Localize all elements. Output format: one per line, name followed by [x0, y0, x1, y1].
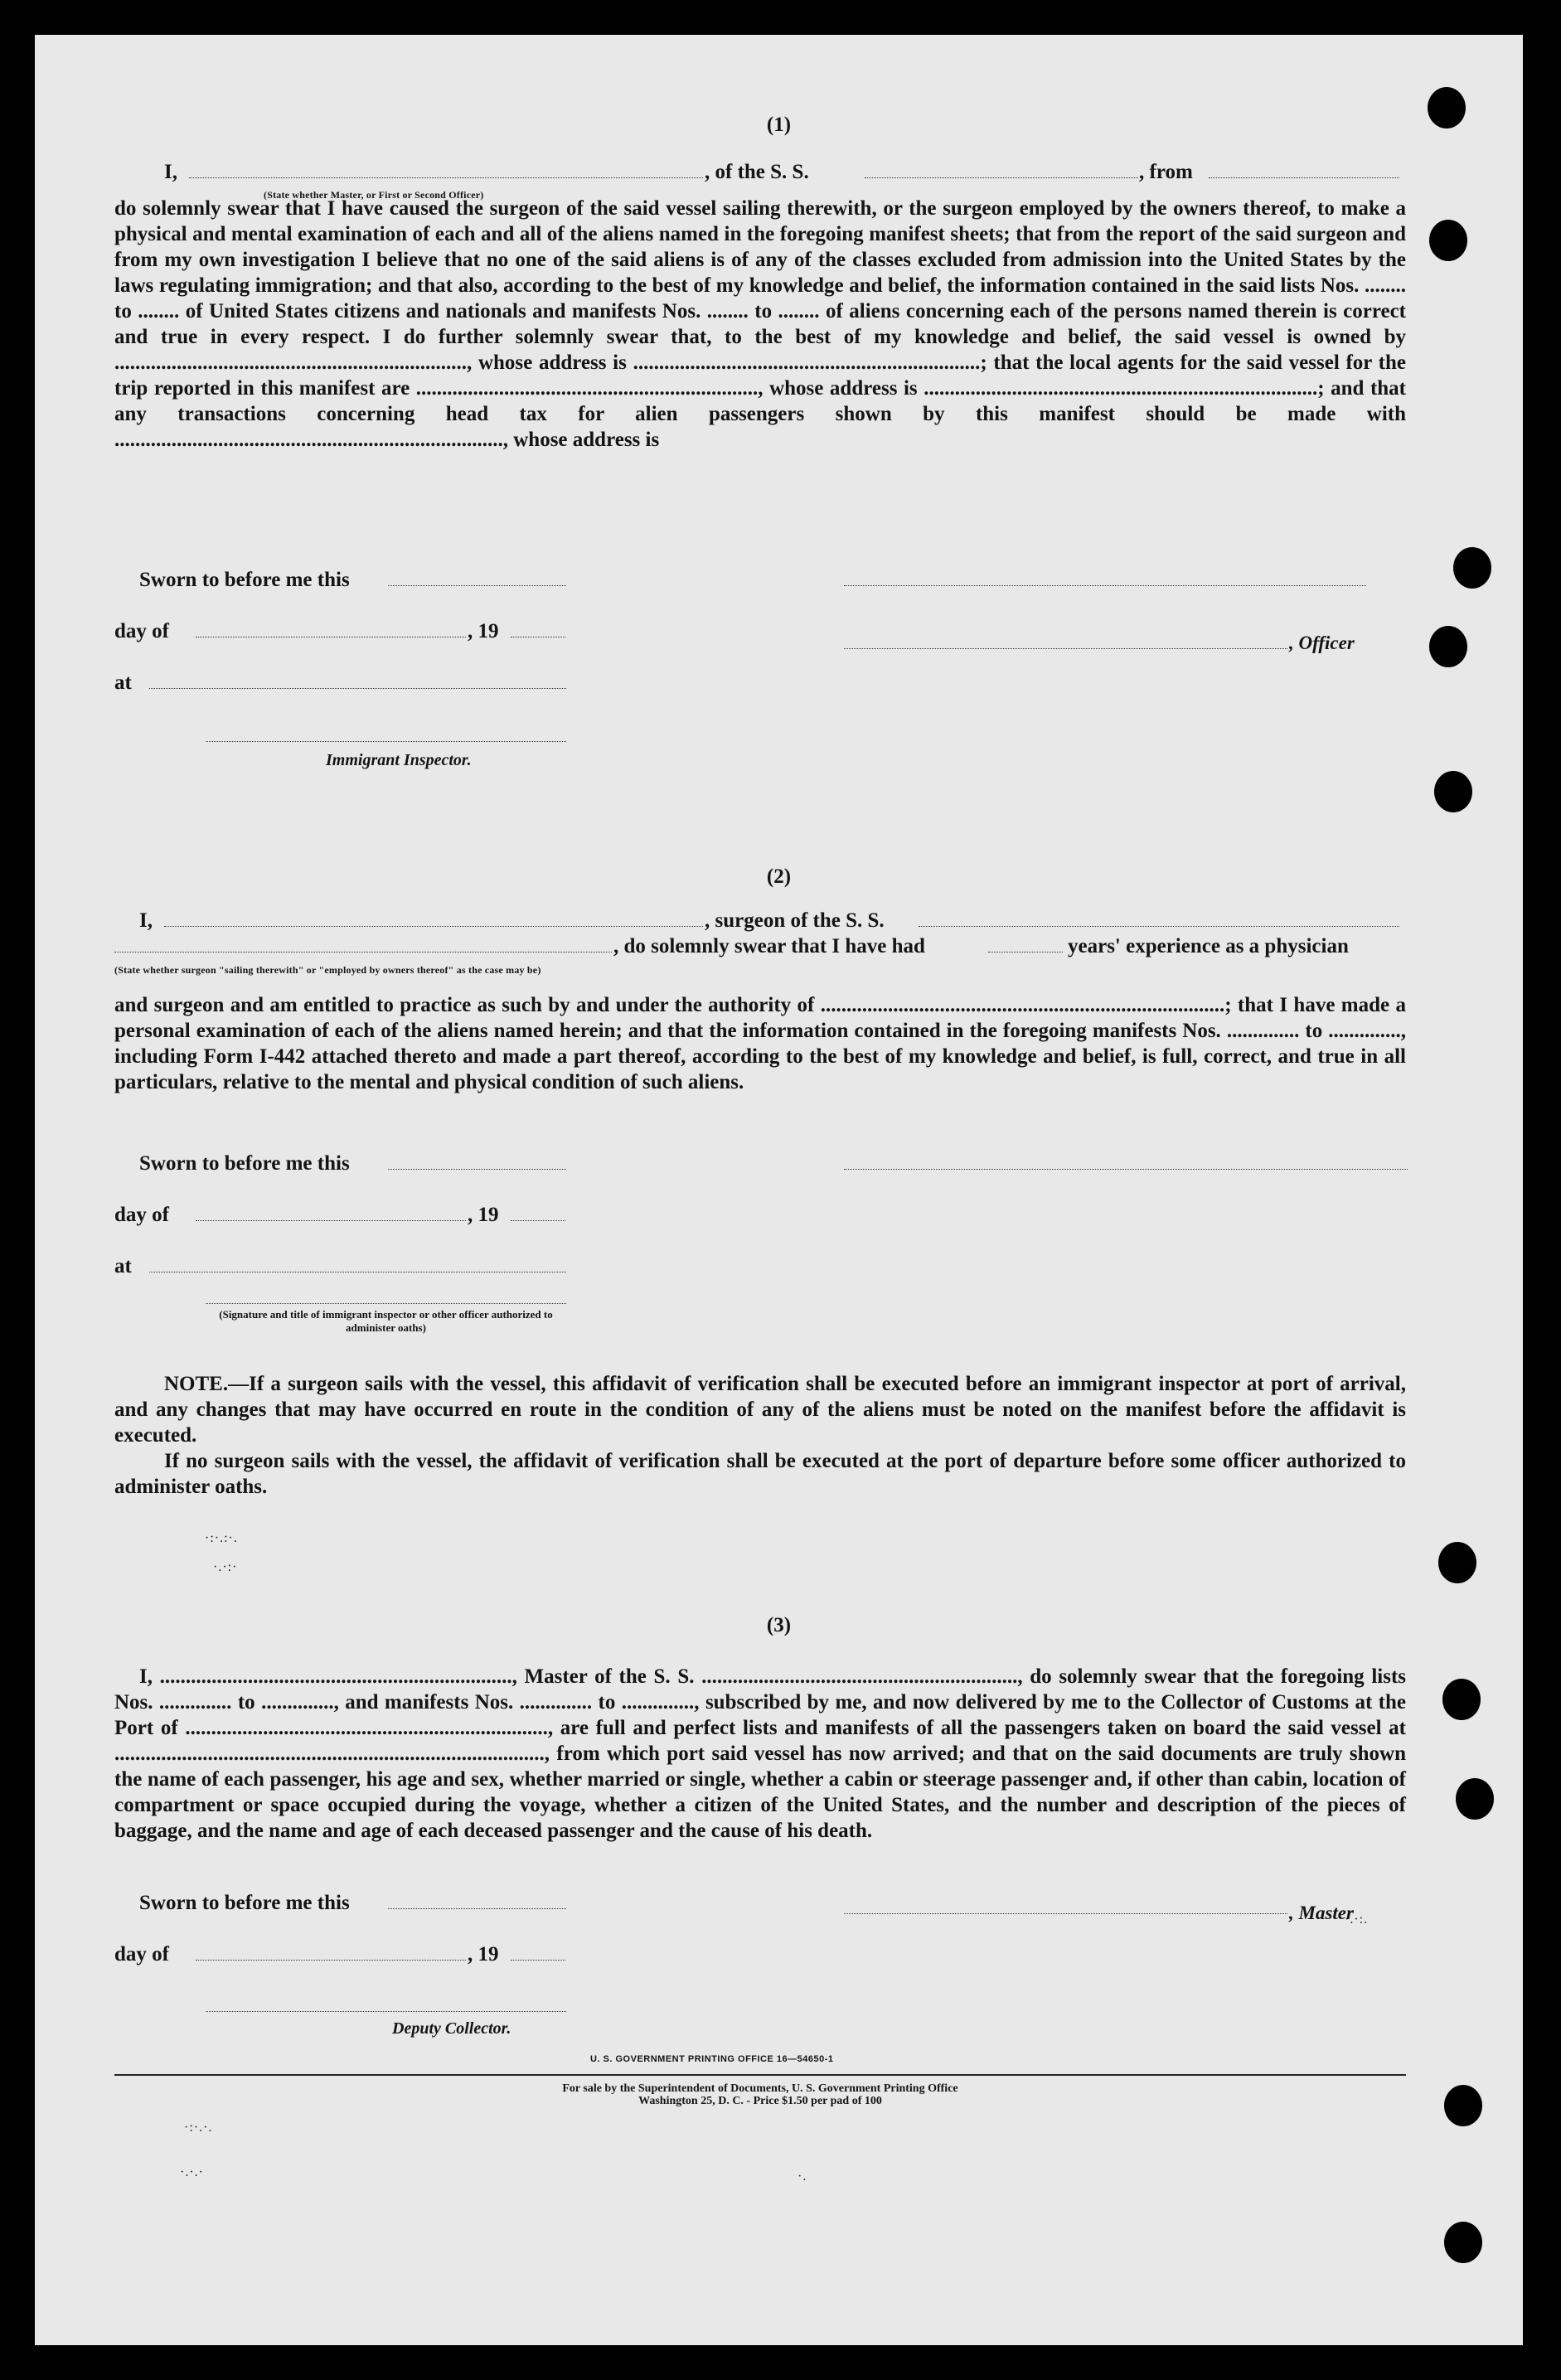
year-label-3: , 19: [468, 1943, 499, 1966]
section-2-notes: [114, 1371, 1406, 1500]
surgeon-status-blank[interactable]: [114, 933, 612, 952]
at-label-2: at: [114, 1255, 132, 1277]
section-2-number: (2): [766, 865, 792, 888]
officer-label: , Officer: [1289, 633, 1355, 653]
punch-hole: [1438, 1542, 1476, 1583]
officer-title-blank[interactable]: [844, 648, 1287, 649]
label-i-2: I,: [139, 909, 153, 932]
day-of-label-1: day of: [114, 620, 169, 642]
section-1-oath-text: do solemnly swear that I have caused the surgeon of the said vessel sailing therewith, or the surgeon employed by the owners thereof, to make a physical and mental examination of each and all of the aliens named in the foregoing manifest sheets; that from the report of the said surgeon and from my own investigation I believe that no one of the said aliens is of any of the classes excluded from admission into the United States by the laws regulating immigration; and that also, according to the best of my knowledge and belief, the information contained in the said lists Nos. ........ to ........ of United States citizens and nationals and manifests Nos. ........ to ........ of aliens concerning each of the persons named therein is correct and true in every respect. I do further solemnly swear that, to the best of my knowledge and belief, the said vessel is owned by ...................................................................., whose address is ...................................................................; that the local agents for the said vessel for the trip reported in this manifest are .................................................................., whose address is ............................................................................; and that any transactions concerning head tax for alien passengers shown by this manifest should be made with ..........................................................................., whose address is: [114, 197, 1406, 451]
punch-hole: [1434, 771, 1472, 812]
sworn-label-3: Sworn to before me this: [139, 1892, 350, 1914]
punch-hole: [1429, 220, 1467, 261]
surgeon-signature-blank[interactable]: [844, 1169, 1408, 1170]
master-label: , Master: [1289, 1903, 1354, 1923]
punch-hole: [1429, 626, 1467, 667]
deputy-collector-label: Deputy Collector.: [392, 2019, 511, 2038]
section-3: [114, 1664, 1406, 1844]
section-3-oath-text: I, ...................................................................., Master of the S. S. ............................................................., do solemnly swear that the foregoing lists Nos. .............. to .............., and manifests Nos. .............. to .............., subscribed by me, and now delivered by me to the Collector of Customs at the Port of ......................................................................, are full and perfect lists and manifests of all the passengers taken on board the said vessel at ..................................................................................., from which port said vessel has now arrived; and that on the said documents are truly shown the name of each passenger, his age and sex, whether married or single, whether a cabin or steerage passenger and, if other than cabin, location of compartment or space occupied during the voyage, whether a citizen of the United States, and the number and description of the pieces of baggage, and the name and age of each deceased passenger and the cause of his death.: [114, 1665, 1406, 1842]
officer-rank-hint: (State whether Master, or First or Second Officer): [264, 189, 484, 201]
signature-title-hint: (Signature and title of immigrant inspector or other officer authorized to administer oaths): [219, 1308, 553, 1334]
section-3-signature-block: [114, 1890, 1406, 2039]
section-2-signature-block: [114, 1151, 1406, 1350]
label-surgeon-of: , surgeon of the S. S.: [705, 909, 885, 932]
surgeon-name-blank[interactable]: [164, 908, 703, 927]
label-from: , from: [1139, 161, 1193, 183]
scan-speck: ·.: [797, 2169, 807, 2184]
section-1-header: [114, 159, 1406, 201]
immigrant-inspector-label: Immigrant Inspector.: [326, 751, 472, 769]
year-blank-3[interactable]: [511, 1960, 565, 1961]
day-of-label-3: day of: [114, 1943, 169, 1966]
section-3-number: (3): [766, 1614, 792, 1636]
vessel-name-blank[interactable]: [865, 159, 1138, 178]
scan-speck: ·:·.:·.: [205, 1531, 238, 1545]
section-1-number: (1): [766, 114, 792, 136]
sale-notice: [114, 2082, 1406, 2107]
vessel-name-blank-2[interactable]: [919, 908, 1399, 927]
years-blank[interactable]: [988, 933, 1063, 952]
scan-speck: ·.·:·: [213, 1560, 238, 1574]
label-i: I,: [164, 161, 177, 183]
year-label-1: , 19: [468, 620, 499, 642]
year-blank-2[interactable]: [511, 1220, 565, 1221]
from-port-blank[interactable]: [1209, 159, 1399, 178]
punch-hole: [1453, 547, 1491, 589]
section-2: [114, 908, 1406, 1095]
day-of-label-2: day of: [114, 1204, 169, 1226]
deputy-collector-signature-blank[interactable]: [206, 2011, 566, 2012]
inspector-signature-blank[interactable]: [206, 741, 566, 742]
officer-signature-blank[interactable]: [844, 585, 1366, 586]
inspector-signature-blank-2[interactable]: [206, 1303, 566, 1304]
note-no-surgeon: If no surgeon sails with the vessel, the affidavit of verification shall be executed at the port of departure before some officer authorized to administer oaths.: [114, 1450, 1406, 1498]
month-blank-2[interactable]: [196, 1220, 466, 1221]
label-swear: , do solemnly swear that I have had: [613, 935, 925, 957]
scan-speck: ·:·.·.: [184, 2121, 213, 2135]
manifest-page: [35, 35, 1523, 2345]
punch-hole: [1444, 2222, 1482, 2263]
sworn-day-blank-3[interactable]: [388, 1908, 566, 1909]
punch-hole: [1442, 1679, 1481, 1720]
gpo-imprint: U. S. GOVERNMENT PRINTING OFFICE 16—54650-1: [590, 2054, 834, 2064]
sworn-label-1: Sworn to before me this: [139, 569, 350, 591]
footer-rule: [114, 2074, 1406, 2076]
note-surgeon-sails: NOTE.—If a surgeon sails with the vessel, this affidavit of verification shall be executed before an immigrant inspector at port of arrival, and any changes that may have occurred en route in the condition of any of the aliens must be noted on the manifest before the affidavit is executed.: [114, 1373, 1406, 1447]
label-of-ss: , of the S. S.: [705, 161, 809, 183]
surgeon-status-hint: (State whether surgeon "sailing therewith" or "employed by owners thereof" as the case may be): [114, 964, 541, 976]
scan-speck: ·.·.·: [180, 2165, 204, 2179]
punch-hole: [1444, 2085, 1482, 2126]
sworn-day-blank-2[interactable]: [388, 1169, 566, 1170]
punch-hole: [1456, 1778, 1494, 1820]
master-signature-blank[interactable]: [844, 1913, 1287, 1914]
at-place-blank-1[interactable]: [149, 688, 566, 689]
section-2-oath-text: and surgeon and am entitled to practice as such by and under the authority of ..............................................................................; that I have made a personal examination of each of the aliens named herein; and that the information contained in the foregoing manifests Nos. .............. to .............., including Form I-442 attached thereto and made a part thereof, according to the best of my knowledge and belief, is full, correct, and true in all particulars, relative to the mental and physical condition of such aliens.: [114, 994, 1406, 1093]
sale-line-2: Washington 25, D. C. - Price $1.50 per pad of 100: [638, 2095, 882, 2107]
year-label-2: , 19: [468, 1204, 499, 1226]
sale-line-1: For sale by the Superintendent of Documents, U. S. Government Printing Office: [562, 2082, 958, 2095]
section-1: [114, 159, 1406, 453]
month-blank-3[interactable]: [196, 1960, 466, 1961]
at-label-1: at: [114, 671, 132, 694]
scan-speck: ·.·:.: [1345, 1912, 1369, 1927]
label-years: years' experience as a physician: [1068, 935, 1349, 957]
officer-name-blank[interactable]: [189, 159, 703, 178]
sworn-label-2: Sworn to before me this: [139, 1152, 350, 1175]
punch-hole: [1428, 87, 1466, 128]
sworn-day-blank-1[interactable]: [388, 585, 566, 586]
section-1-signature-block: [114, 567, 1406, 774]
